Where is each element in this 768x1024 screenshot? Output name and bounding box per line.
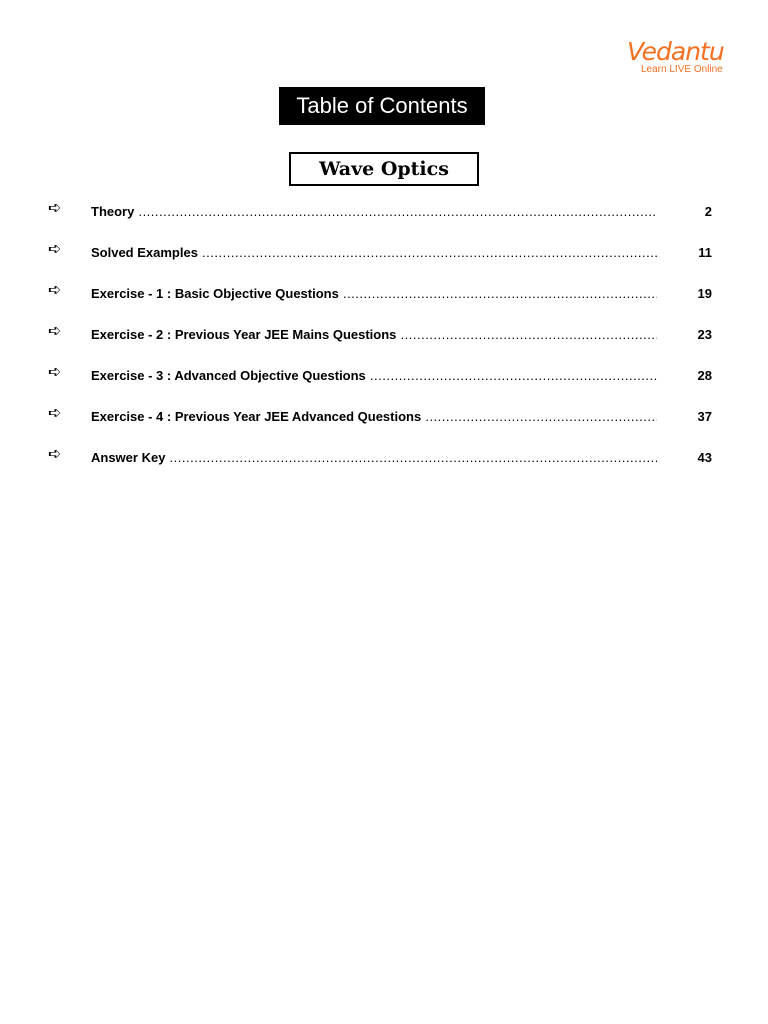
toc-entry-label: Exercise - 2 : Previous Year JEE Mains Questions .....	[91, 327, 657, 342]
vedantu-logo	[627, 38, 727, 75]
toc-entry[interactable]	[48, 448, 712, 468]
toc-entry-page: 23	[697, 327, 712, 342]
page-title: Table of Contents	[279, 87, 485, 125]
hand-arrow-icon: ➪	[48, 405, 62, 422]
toc-entry-page: 19	[697, 286, 712, 301]
toc-entry-label: Exercise - 3 : Advanced Objective Questions .....	[91, 368, 657, 383]
toc-entry[interactable]	[48, 407, 712, 427]
subject-heading: Wave Optics	[289, 152, 479, 186]
toc-entry-label: Solved Examples .....	[91, 245, 657, 260]
toc-entry[interactable]	[48, 366, 712, 386]
hand-arrow-icon: ➪	[48, 364, 62, 381]
toc-entry-label: Answer Key .....	[91, 450, 657, 465]
toc-entry[interactable]	[48, 325, 712, 345]
toc-entry-page: 28	[697, 368, 712, 383]
toc-entry[interactable]	[48, 243, 712, 263]
toc-entry-label: Exercise - 1 : Basic Objective Questions .....	[91, 286, 657, 301]
hand-arrow-icon: ➪	[48, 446, 62, 463]
toc-entry-page: 37	[697, 409, 712, 424]
hand-arrow-icon: ➪	[48, 282, 62, 299]
toc-entry-label: Theory .....	[91, 204, 657, 219]
hand-arrow-icon: ➪	[48, 323, 62, 340]
logo-brand: Vedantu	[627, 37, 724, 66]
logo-tagline: Learn LIVE Online	[641, 64, 723, 75]
toc-entry[interactable]	[48, 202, 712, 222]
toc-entry-label: Exercise - 4 : Previous Year JEE Advanced Questions .....	[91, 409, 657, 424]
toc-entry-page: 11	[698, 245, 712, 260]
toc-entry[interactable]	[48, 284, 712, 304]
hand-arrow-icon: ➪	[48, 200, 62, 217]
toc-entry-page: 2	[704, 204, 712, 219]
toc-entry-page: 43	[697, 450, 712, 465]
hand-arrow-icon: ➪	[48, 241, 62, 258]
